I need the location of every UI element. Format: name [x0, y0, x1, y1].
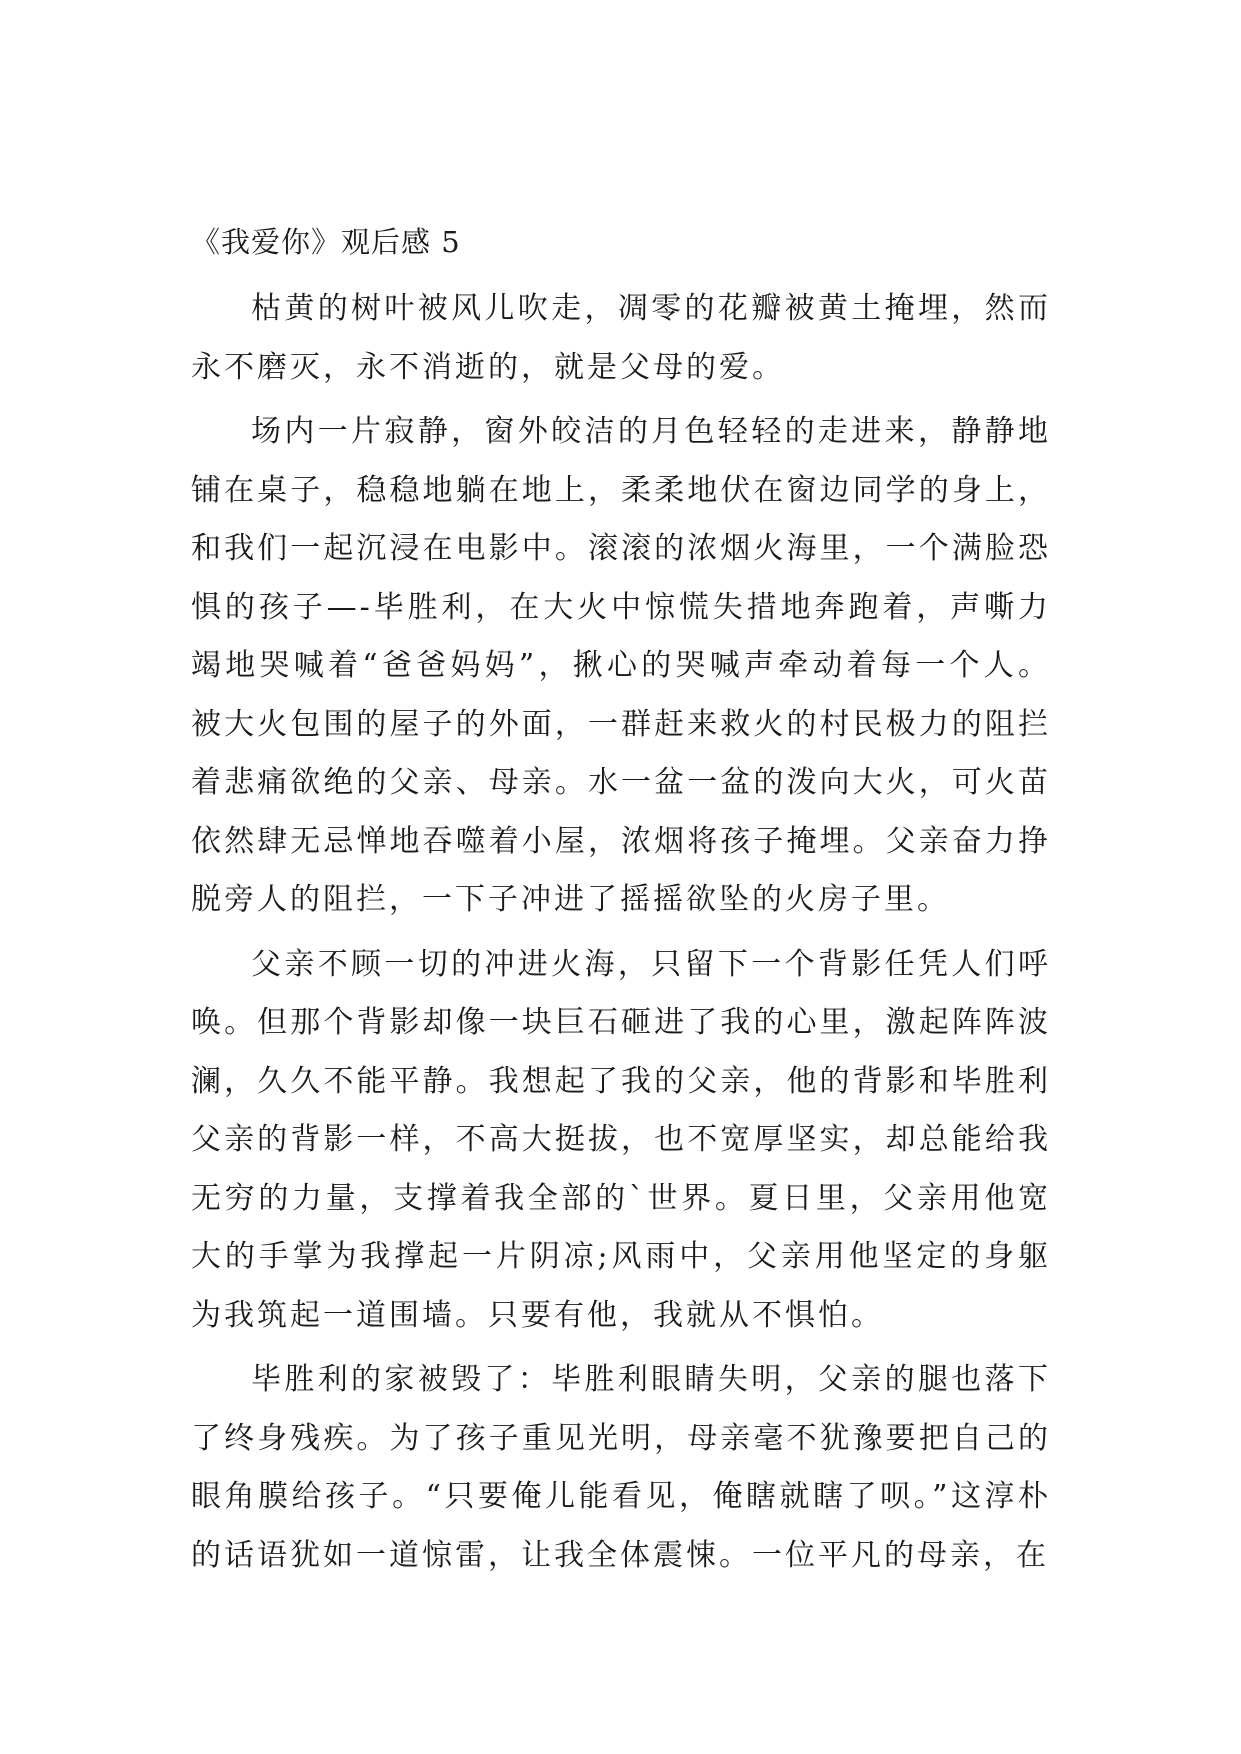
- paragraph-2: 场内一片寂静，窗外皎洁的月色轻轻的走进来，静静地铺在桌子，稳稳地躺在地上，柔柔地伏在窗边同学的身上，和我们一起沉浸在电影中。滚滚的浓烟火海里，一个满脸恐惧的孩子—-毕胜利，在大火中惊慌失措地奔跑着，声嘶力竭地哭喊着“爸爸妈妈”，揪心的哭喊声牵动着每一个人。被大火包围的屋子的外面，一群赶来救火的村民极力的阻拦着悲痛欲绝的父亲、母亲。水一盆一盆的泼向大火，可火苗依然肆无忌惮地吞噬着小屋，浓烟将孩子掩埋。父亲奋力挣脱旁人的阻拦，一下子冲进了摇摇欲坠的火房子里。: [191, 414, 1051, 917]
- document-title: 《我爱你》观后感 5: [191, 225, 461, 259]
- paragraph-4: 毕胜利的家被毁了：毕胜利眼睛失明，父亲的腿也落下了终身残疾。为了孩子重见光明，母亲毫不犹豫要把自己的眼角膜给孩子。“只要俺儿能看见，俺瞎就瞎了呗。”这淳朴的话语犹如一道惊雷，让我全体震悚。一位平凡的母亲，在: [191, 1362, 1051, 1573]
- paragraph-3: 父亲不顾一切的冲进火海，只留下一个背影任凭人们呼唤。但那个背影却像一块巨石砸进了我的心里，激起阵阵波澜，久久不能平静。我想起了我的父亲，他的背影和毕胜利父亲的背影一样，不高大挺拔，也不宽厚坚实，却总能给我无穷的力量，支撑着我全部的`世界。夏日里，父亲用他宽大的手掌为我撑起一片阴凉;风雨中，父亲用他坚定的身躯为我筑起一道围墙。只要有他，我就从不惧怕。: [191, 946, 1051, 1333]
- document-body: [191, 222, 1051, 1591]
- paragraph-1: 枯黄的树叶被风儿吹走，凋零的花瓣被黄土掩埋，然而永不磨灭，永不消逝的，就是父母的爱。: [191, 291, 1051, 385]
